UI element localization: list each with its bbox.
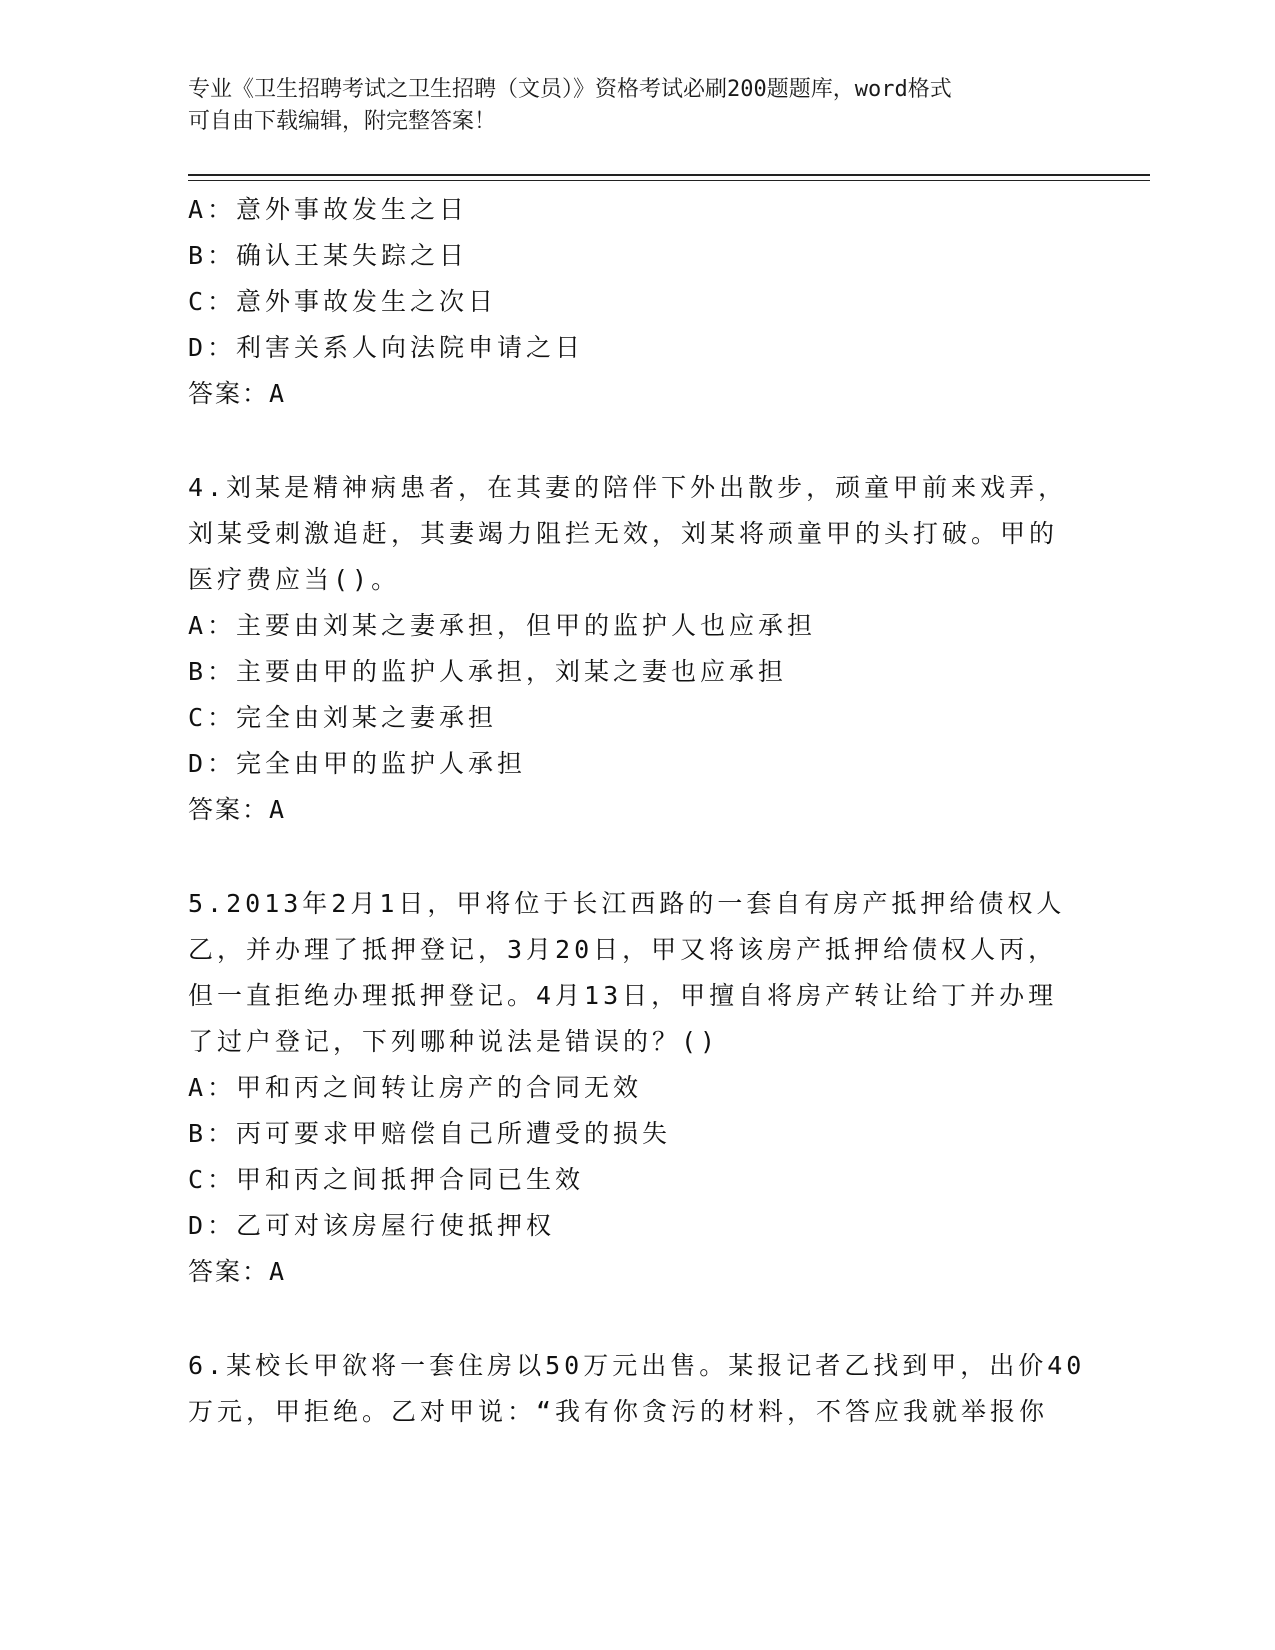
option-d: D：完全由甲的监护人承担 [188, 749, 527, 778]
option-b: B：主要由甲的监护人承担，刘某之妻也应承担 [188, 657, 788, 686]
option-c: C：甲和丙之间抵押合同已生效 [188, 1165, 585, 1194]
answer-line: 答案：A [188, 1257, 287, 1286]
option-c: C：完全由刘某之妻承担 [188, 703, 498, 732]
option-d: D：利害关系人向法院申请之日 [188, 333, 585, 362]
question-stem-line: 乙，并办理了抵押登记，3月20日，甲又将该房产抵押给债权人丙， [188, 935, 1058, 964]
question-stem-line: 万元，甲拒绝。乙对甲说：“我有你贪污的材料，不答应我就举报你 [188, 1397, 1049, 1426]
question-stem-line: 了过户登记，下列哪种说法是错误的？() [188, 1027, 720, 1056]
document-header [188, 74, 1068, 138]
question-stem-line: 刘某受刺激追赶，其妻竭力阻拦无效，刘某将顽童甲的头打破。甲的 [188, 519, 1059, 548]
question-stem-line: 但一直拒绝办理抵押登记。4月13日，甲擅自将房产转让给丁并办理 [188, 981, 1058, 1010]
option-d: D：乙可对该房屋行使抵押权 [188, 1211, 556, 1240]
question-4 [188, 465, 1088, 833]
option-a: A：主要由刘某之妻承担，但甲的监护人也应承担 [188, 611, 817, 640]
question-stem-line: 医疗费应当()。 [188, 565, 401, 594]
question-5 [188, 881, 1088, 1295]
option-b: B：确认王某失踪之日 [188, 241, 469, 270]
header-line-2: 可自由下载编辑，附完整答案！ [188, 109, 497, 134]
question-3 [188, 187, 1088, 417]
question-stem-line: 6.某校长甲欲将一套住房以50万元出售。某报记者乙找到甲，出价40 [188, 1351, 1086, 1380]
answer-line: 答案：A [188, 379, 287, 408]
option-a: A：甲和丙之间转让房产的合同无效 [188, 1073, 643, 1102]
option-a: A：意外事故发生之日 [188, 195, 469, 224]
option-c: C：意外事故发生之次日 [188, 287, 498, 316]
question-stem-line: 4.刘某是精神病患者，在其妻的陪伴下外出散步，顽童甲前来戏弄， [188, 473, 1068, 502]
option-b: B：丙可要求甲赔偿自己所遭受的损失 [188, 1119, 672, 1148]
header-rule-thin [188, 180, 1150, 181]
question-content [188, 187, 1088, 1435]
header-rule-thick [188, 174, 1150, 176]
question-stem-line: 5.2013年2月1日，甲将位于长江西路的一套自有房产抵押给债权人 [188, 889, 1066, 918]
question-6 [188, 1343, 1088, 1435]
answer-line: 答案：A [188, 795, 287, 824]
header-line-1: 专业《卫生招聘考试之卫生招聘（文员）》资格考试必刷200题题库，word格式 [188, 77, 952, 102]
